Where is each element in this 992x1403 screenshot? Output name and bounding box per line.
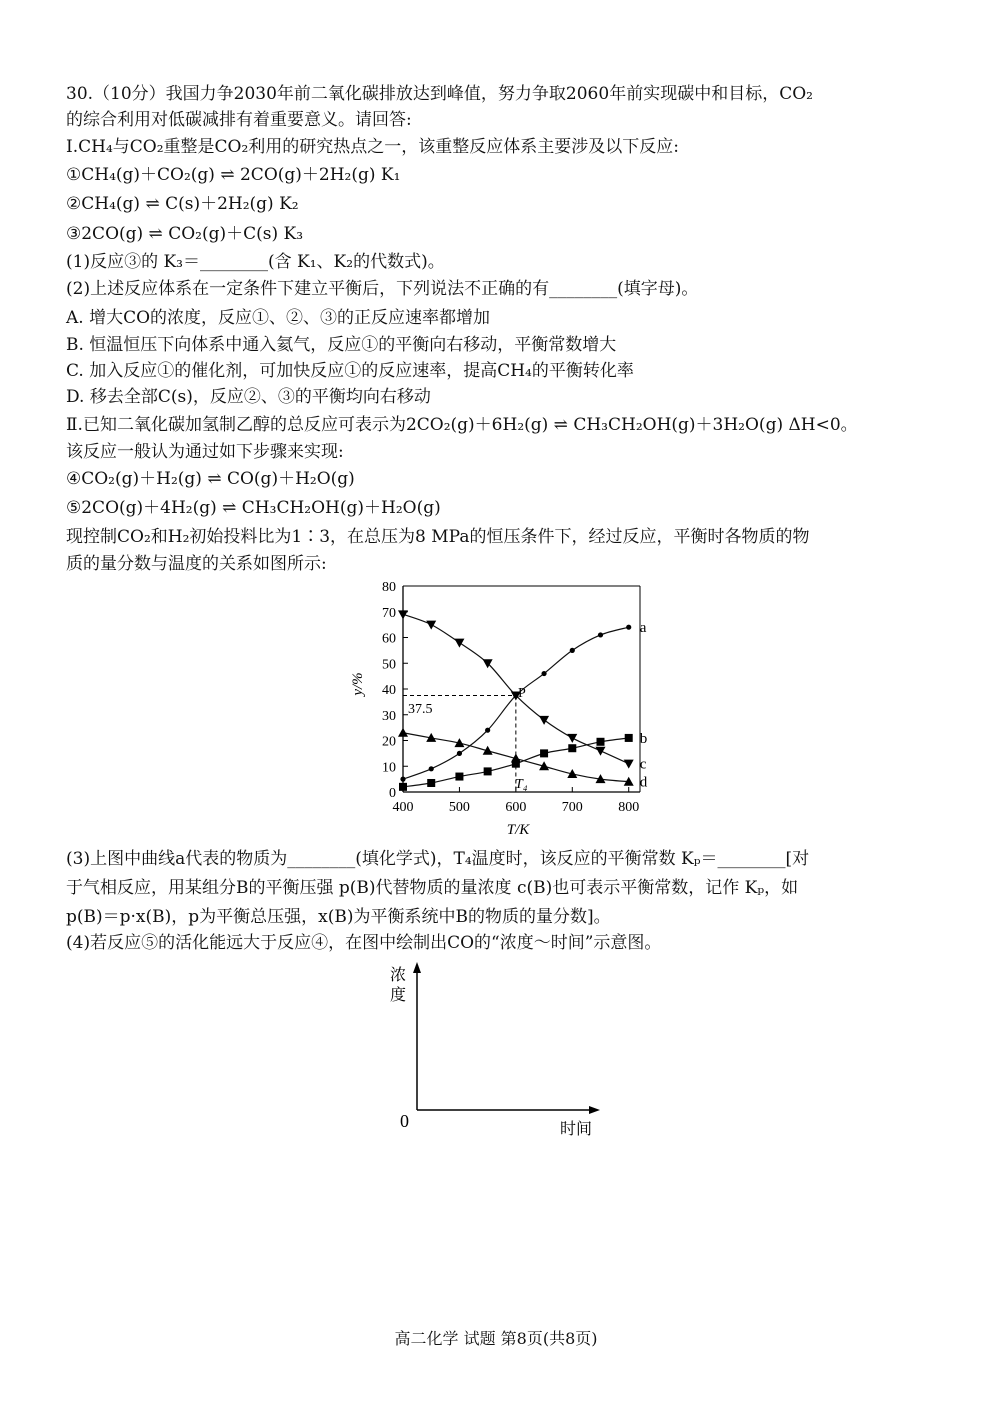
series-b-point [455, 773, 463, 781]
x-tick-label: 500 [448, 800, 470, 815]
question-1: (1)反应③的 K₃＝________(含 K₁、K₂的代数式)。 [66, 252, 445, 272]
series-b-point [625, 734, 633, 742]
series-a-point [485, 728, 490, 733]
option-c: C. 加入反应①的催化剂，可加快反应①的反应速率，提高CH₄的平衡转化率 [66, 361, 634, 381]
series-b-point [427, 779, 435, 787]
reaction-5: ⑤2CO(g)＋4H₂(g) ⇌ CH₃CH₂OH(g)＋H₂O(g) [66, 498, 441, 518]
option-d: D. 移去全部C(s)，反应②、③的平衡均向右移动 [66, 387, 431, 407]
y-tick-label: 60 [382, 631, 396, 647]
series-b-point [484, 767, 492, 775]
series-c-point [596, 747, 606, 756]
reaction-1: ①CH₄(g)＋CO₂(g) ⇌ 2CO(g)＋2H₂(g) K₁ [66, 165, 401, 185]
reaction-4: ④CO₂(g)＋H₂(g) ⇌ CO(g)＋H₂O(g) [66, 469, 355, 489]
series-b-point [399, 783, 407, 791]
sketch-x-arrow [589, 1106, 600, 1114]
sketch-y-label-1: 浓 [390, 967, 407, 984]
annotation-value: 37.5 [408, 702, 433, 717]
y-tick-label: 50 [382, 657, 396, 673]
sketch-origin: 0 [400, 1111, 409, 1131]
series-c-point [567, 734, 577, 743]
sketch-y-arrow [413, 962, 421, 973]
y-tick-label: 0 [389, 786, 396, 801]
part2-line-2: 该反应一般认为通过如下步骤来实现: [66, 442, 344, 462]
series-a-point [626, 625, 631, 630]
y-tick-label: 70 [382, 605, 396, 621]
series-c-point [398, 610, 408, 619]
series-b-point [568, 744, 576, 752]
series-a-point [570, 648, 575, 653]
reaction-2: ②CH₄(g) ⇌ C(s)＋2H₂(g) K₂ [66, 194, 299, 214]
y-tick-label: 30 [382, 708, 396, 724]
x-tick-label: 700 [561, 800, 583, 815]
series-c-label: c [639, 756, 647, 773]
condition-line-2: 质的量分数与温度的关系如图所示: [66, 554, 327, 574]
series-a-point [598, 632, 603, 637]
intro-line-1: 30.（10分）我国力争2030年前二氧化碳排放达到峰值，努力争取2060年前实现碳中和目标，CO₂ [66, 84, 813, 104]
series-a-point [541, 671, 546, 676]
series-c-point [454, 639, 464, 648]
y-tick-label: 20 [382, 734, 396, 750]
series-b-label: b [639, 730, 648, 747]
reaction-3: ③2CO(g) ⇌ CO₂(g)＋C(s) K₃ [66, 224, 304, 244]
y-axis-label: y/% [350, 672, 366, 696]
annotation-point: P [518, 686, 526, 701]
series-d-label: d [639, 774, 648, 791]
y-tick-label: 80 [382, 580, 396, 595]
series-c-point [624, 760, 634, 769]
option-a: A. 增大CO的浓度，反应①、②、③的正反应速率都增加 [66, 308, 491, 328]
series-d-point [398, 728, 408, 737]
option-b: B. 恒温恒压下向体系中通入氦气，反应①的平衡向右移动，平衡常数增大 [66, 335, 617, 355]
x-axis-label: T/K [506, 822, 530, 838]
series-b-point [597, 738, 605, 746]
part1-heading: Ⅰ.CH₄与CO₂重整是CO₂利用的研究热点之一，该重整反应体系主要涉及以下反应: [66, 137, 680, 157]
sketch-y-label-2: 度 [390, 987, 407, 1004]
question-3-line-2: 于气相反应，用某组分B的平衡压强 p(B)代替物质的量浓度 c(B)也可表示平衡常数，记作 Kₚ，如 [66, 878, 799, 898]
condition-line-1: 现控制CO₂和H₂初始投料比为1∶3，在总压为8 MPa的恒压条件下，经过反应，平衡时各物质的物 [66, 527, 810, 547]
concentration-time-sketch [380, 955, 620, 1145]
sketch-x-label: 时间 [560, 1121, 593, 1138]
intro-line-2: 的综合利用对低碳减排有着重要意义。请回答: [66, 110, 412, 130]
question-2: (2)上述反应体系在一定条件下建立平衡后，下列说法不正确的有________(填字母)。 [66, 279, 699, 299]
series-b-point [540, 749, 548, 757]
series-c-point [426, 621, 436, 630]
y-tick-label: 40 [382, 683, 396, 698]
x-tick-label: 800 [618, 800, 640, 815]
series-a-point [429, 766, 434, 771]
annotation-temp: T₄ [515, 777, 528, 792]
question-4: (4)若反应⑤的活化能远大于反应④，在图中绘制出CO的“浓度～时间”示意图。 [66, 933, 662, 953]
series-a-point [400, 777, 405, 782]
series-a-label: a [639, 620, 647, 637]
x-tick-label: 600 [505, 800, 527, 815]
part2-heading: Ⅱ.已知二氧化碳加氢制乙醇的总反应可表示为2CO₂(g)＋6H₂(g) ⇌ CH₃CH₂OH(g)＋3H₂O(g) ΔH<0。 [66, 415, 858, 435]
y-tick-label: 10 [382, 760, 396, 776]
series-c-point [539, 716, 549, 725]
question-3-line-1: (3)上图中曲线a代表的物质为________(填化学式)，T₄温度时，该反应的平衡常数 Kₚ＝________[对 [66, 849, 810, 869]
page-footer: 高二化学 试题 第8页(共8页) [394, 1329, 598, 1348]
series-a-point [457, 751, 462, 756]
question-3-line-3: p(B)＝p·x(B)，p为平衡总压强，x(B)为平衡系统中B的物质的量分数]。 [66, 907, 611, 927]
x-tick-label: 400 [392, 800, 414, 815]
